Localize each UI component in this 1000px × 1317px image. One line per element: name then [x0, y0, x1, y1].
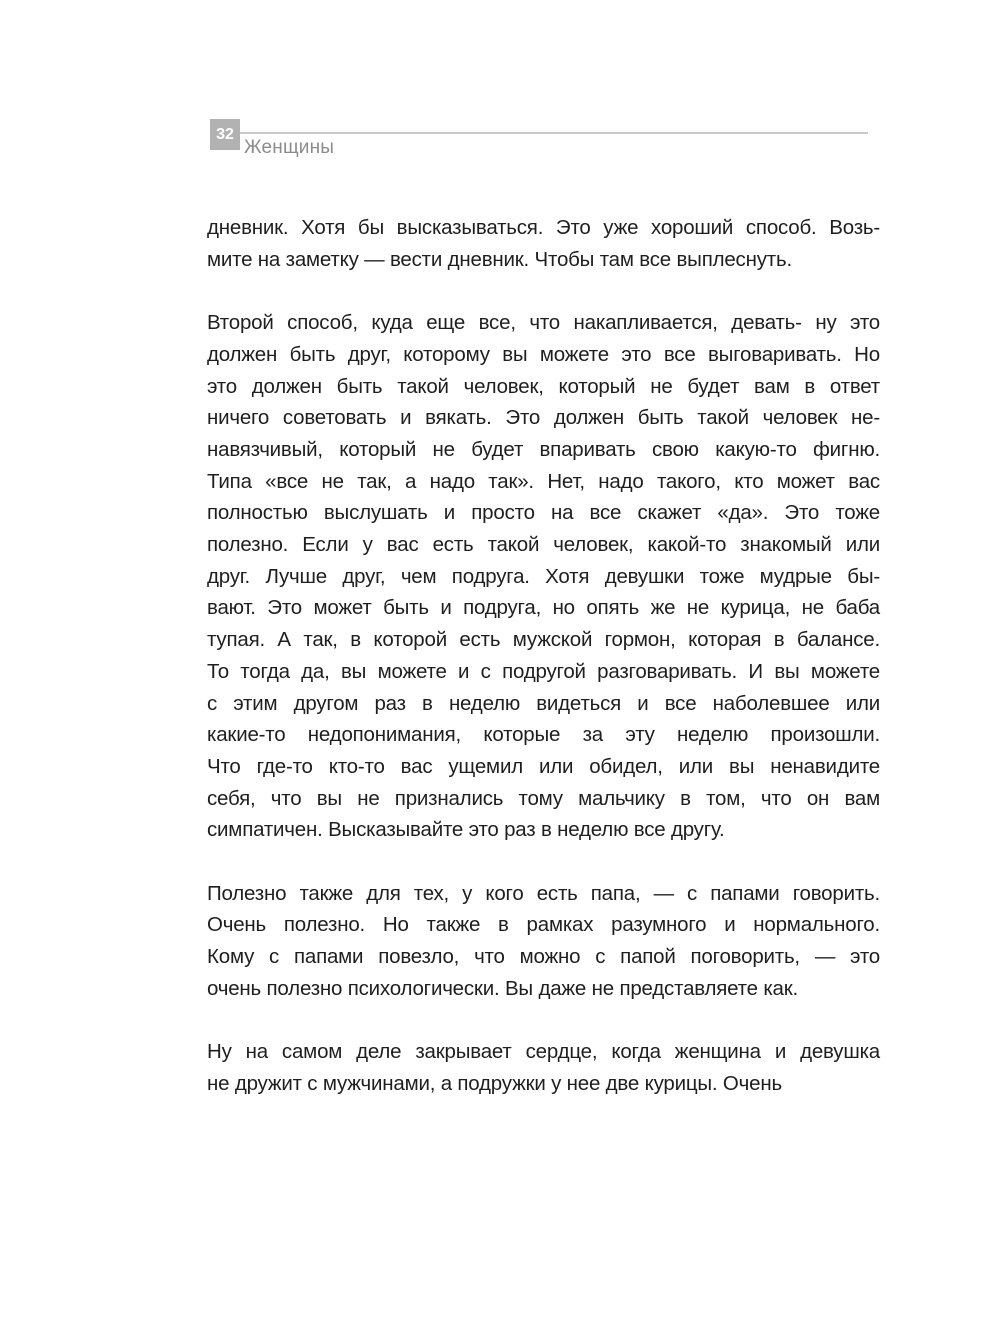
text-line: должен быть друг, которому вы можете это все выговаривать. Но: [207, 342, 880, 366]
text-line: навязчивый, который не будет впаривать свою какую-то фигню.: [207, 437, 880, 461]
paragraph: [207, 878, 880, 1005]
text-line: себя, что вы не признались тому мальчику в том, что он вам: [207, 786, 880, 810]
text-line: То тогда да, вы можете и с подругой разговаривать. И вы можете: [207, 659, 880, 683]
text-line: дневник. Хотя бы высказываться. Это уже хороший способ. Возь-: [207, 216, 880, 239]
paragraph: [207, 212, 880, 275]
chapter-title: Женщины: [244, 137, 335, 158]
body-text: [207, 212, 880, 1100]
text-line: Кому с папами повезло, что можно с папой поговорить, — это: [207, 945, 880, 969]
text-line: не дружит с мужчинами, а подружки у нее две курицы. Очень: [207, 1071, 782, 1095]
paragraph: [207, 1036, 880, 1099]
text-line: это должен быть такой человек, который не будет вам в ответ: [207, 374, 880, 398]
text-line: симпатичен. Высказывайте это раз в неделю все другу.: [207, 818, 725, 842]
text-line: Типа «все не так, а надо так». Нет, надо такого, кто может вас: [207, 469, 880, 493]
text-line: с этим другом раз в неделю видеться и все наболевшее или: [207, 691, 880, 715]
text-line: Очень полезно. Но также в рамках разумного и нормального.: [207, 913, 880, 937]
text-line: Второй способ, куда еще все, что накапливается, девать- ну это: [207, 311, 880, 335]
text-line: мите на заметку — вести дневник. Чтобы там все выплеснуть.: [207, 247, 792, 271]
header-rule: [240, 132, 868, 134]
text-line: Полезно также для тех, у кого есть папа, — с папами говорить.: [207, 881, 880, 905]
text-line: очень полезно психологически. Вы даже не представляете как.: [207, 976, 799, 1000]
text-line: какие-то недопонимания, которые за эту неделю произошли.: [207, 723, 880, 747]
page-number: 32: [216, 125, 234, 143]
text-line: полностью выслушать и просто на все скажет «да». Это тоже: [207, 501, 880, 525]
page-number-badge: [210, 119, 240, 150]
text-line: Что где-то кто-то вас ущемил или обидел, или вы ненавидите: [207, 754, 880, 778]
text-line: вают. Это может быть и подруга, но опять же не курица, не баба: [207, 596, 880, 620]
text-line: полезно. Если у вас есть такой человек, какой-то знакомый или: [207, 533, 880, 557]
text-line: тупая. А так, в которой есть мужской гормон, которая в балансе.: [207, 628, 880, 652]
text-line: ничего советовать и вякать. Это должен быть такой человек не-: [207, 406, 880, 430]
text-line: друг. Лучше друг, чем подруга. Хотя девушки тоже мудрые бы-: [207, 564, 880, 588]
paragraph: [207, 307, 880, 846]
text-line: Ну на самом деле закрывает сердце, когда женщина и девушка: [207, 1040, 880, 1064]
